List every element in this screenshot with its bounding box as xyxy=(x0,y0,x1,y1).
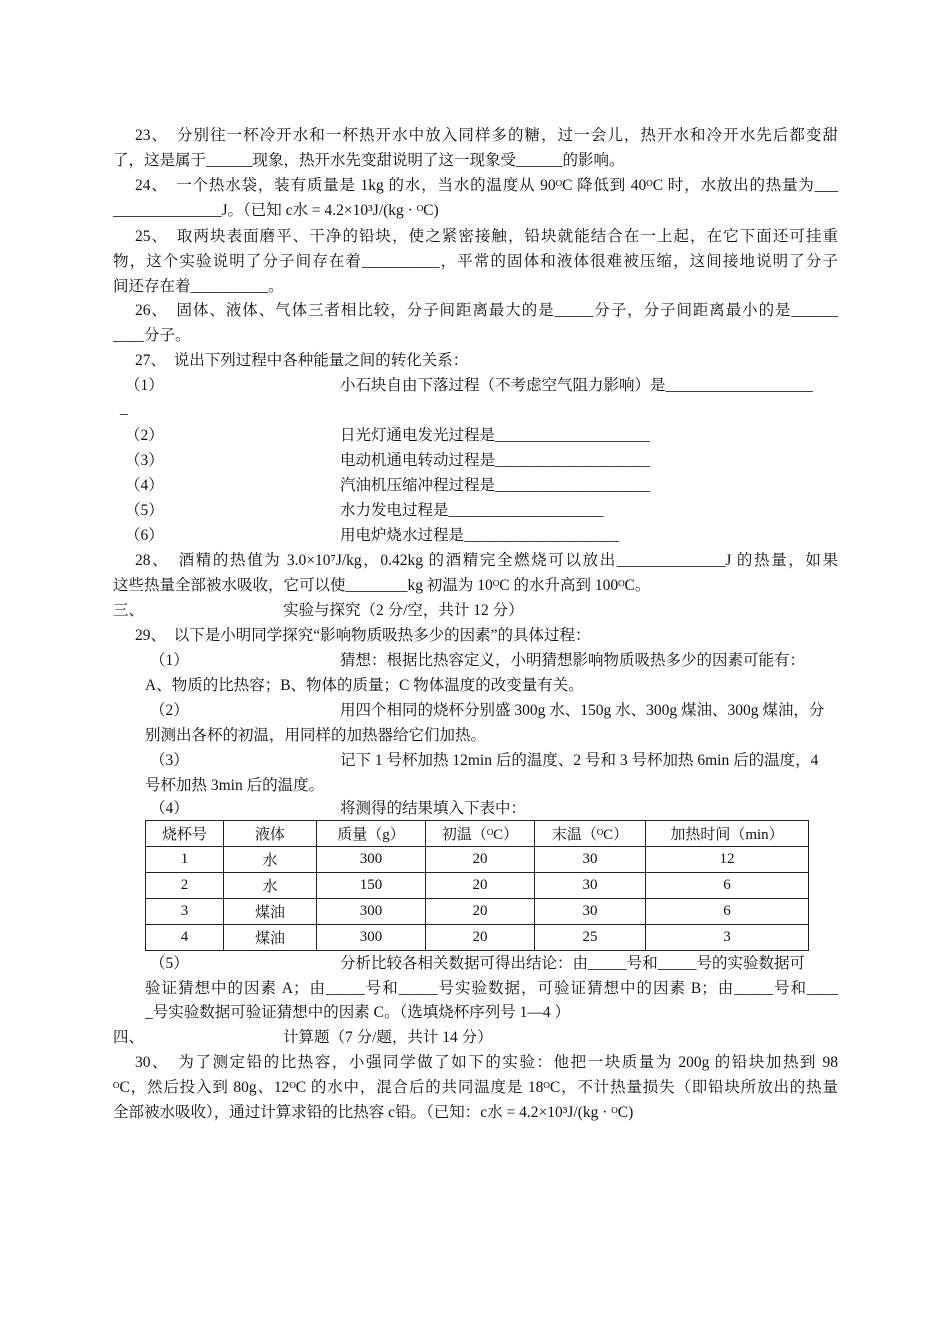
q27-item-text: 电动机通电转动过程是____________________ xyxy=(340,452,651,469)
q29-step-num: （2） xyxy=(150,702,189,719)
table-cell: 2 xyxy=(146,873,224,899)
q30-line: 30、 为了测定铅的比热容，小强同学做了如下的实验：他把一块质量为 200g 的铅块加热到 98 xyxy=(135,1054,838,1071)
q27-item-num: （6） xyxy=(125,527,164,544)
q23-line: 23、 分别往一杯冷开水和一杯热开水中放入同样多的糖，过一会儿，热开水和冷开水先后都变甜 xyxy=(135,127,838,144)
q29-step-num: （5） xyxy=(150,955,189,972)
table-cell: 300 xyxy=(317,925,426,951)
q29-step-cont: 别测出各杯的初温，用同样的加热器给它们加热。 xyxy=(145,727,487,744)
q29-step-text: 猜想：根据比热容定义，小明猜想影响物质吸热多少的因素可能有： xyxy=(340,652,806,669)
q26-line: ____分子。 xyxy=(113,327,191,344)
q30-line: 全部被水吸收），通过计算求铅的比热容 c铅。（已知：c水 = 4.2×10³J/(kg · ᴼC) xyxy=(113,1104,634,1121)
table-cell: 水 xyxy=(224,873,317,899)
q28-line: 这些热量全部被水吸收，它可以使________kg 初温为 10ᴼC 的水升高到 100ᴼC。 xyxy=(113,577,651,594)
q27-item-text: 汽油机压缩冲程过程是____________________ xyxy=(340,477,651,494)
q24-line: 24、 一个热水袋，装有质量是 1kg 的水，当水的温度从 90ᴼC 降低到 40ᴼC 时，水放出的热量为___ xyxy=(135,177,838,194)
q29-step-cont: _号实验数据可验证猜想中的因素 C。（选填烧杯序列号 1—4 ） xyxy=(145,1004,570,1021)
q27-item-text: 用电炉烧水过程是____________________ xyxy=(340,527,620,544)
q29-step-text: 记下 1 号杯加热 12min 后的温度、2 号和 3 号杯加热 6min 后的温度，4 xyxy=(340,752,819,769)
q30-line: ᴼC，然后投入到 80g、12ᴼC 的水中，混合后的共同温度是 18ᴼC，不计热量损失（即铅块所放出的热量 xyxy=(113,1079,838,1096)
q29-step-num: （3） xyxy=(150,752,189,769)
table-cell: 25 xyxy=(535,925,646,951)
q29-step-text: 将测得的结果填入下表中： xyxy=(340,800,527,817)
q29-step-text: 用四个相同的烧杯分别盛 300g 水、150g 水、300g 煤油、300g 煤油，分 xyxy=(340,702,825,719)
q26-line: 26、 固体、液体、气体三者相比较，分子间距离最大的是_____分子，分子间距离最小的是______ xyxy=(135,302,838,319)
table-cell: 20 xyxy=(426,925,535,951)
q28-line: 28、 酒精的热值为 3.0×10⁷J/kg，0.42kg 的酒精完全燃烧可以放出______________J 的热量，如果 xyxy=(135,552,838,569)
q27-item-num: （1） xyxy=(125,377,164,394)
q27-item-text: 水力发电过程是____________________ xyxy=(340,502,604,519)
q27-title: 27、 说出下列过程中各种能量之间的转化关系： xyxy=(135,352,469,369)
table-header: 质量（g） xyxy=(317,821,426,847)
table-header: 液体 xyxy=(224,821,317,847)
table-cell: 1 xyxy=(146,847,224,873)
table-cell: 12 xyxy=(646,847,809,873)
q27-item-text: 小石块自由下落过程（不考虑空气阻力影响）是___________________ xyxy=(340,377,813,394)
q29-step-num: （4） xyxy=(150,800,189,817)
table-cell: 水 xyxy=(224,847,317,873)
table-header-row xyxy=(146,821,809,847)
table-row xyxy=(146,899,809,925)
table-header: 烧杯号 xyxy=(146,821,224,847)
table-header: 末温（ᴼC） xyxy=(535,821,646,847)
q24-line: ______________J。（已知 c水 = 4.2×10³J/(kg · ᴼC) xyxy=(113,202,439,219)
q25-line: 物，这个实验说明了分子间存在着__________，平常的固体和液体很难被压缩，这间接地说明了分子 xyxy=(113,253,838,270)
table-cell: 30 xyxy=(535,899,646,925)
table-cell: 300 xyxy=(317,899,426,925)
table-cell: 3 xyxy=(646,925,809,951)
table-cell: 20 xyxy=(426,873,535,899)
table-header: 初温（ᴼC） xyxy=(426,821,535,847)
table-header: 加热时间（min） xyxy=(646,821,809,847)
table-row xyxy=(146,873,809,899)
q29-step-cont: 号杯加热 3min 后的温度。 xyxy=(145,777,325,794)
table-cell: 4 xyxy=(146,925,224,951)
q25-line: 25、 取两块表面磨平、干净的铅块，使之紧密接触，铅块就能结合在一上起，在它下面还可挂重 xyxy=(135,228,838,245)
section-4-title: 计算题（7 分/题，共计 14 分） xyxy=(283,1029,493,1046)
q29-step-cont: 验证猜想中的因素 A；由_____号和_____号实验数据，可验证猜想中的因素 B；由_____号和____ xyxy=(145,980,838,997)
table-cell: 30 xyxy=(535,873,646,899)
table-cell: 煤油 xyxy=(224,899,317,925)
table-cell: 3 xyxy=(146,899,224,925)
q27-item-num: （4） xyxy=(125,477,164,494)
q25-line: 间还存在着__________。 xyxy=(113,278,284,295)
q29-step-num: （1） xyxy=(150,652,189,669)
table-row xyxy=(146,847,809,873)
q29-step-cont: A、物质的比热容；B、物体的质量；C 物体温度的改变量有关。 xyxy=(145,677,584,694)
section-3-number: 三、 xyxy=(113,602,145,619)
table-cell: 20 xyxy=(426,847,535,873)
table-cell: 6 xyxy=(646,873,809,899)
section-4-number: 四、 xyxy=(113,1029,145,1046)
table-cell: 300 xyxy=(317,847,426,873)
table-cell: 150 xyxy=(317,873,426,899)
table-cell: 30 xyxy=(535,847,646,873)
table-cell: 20 xyxy=(426,899,535,925)
section-3-title: 实验与探究（2 分/空，共计 12 分） xyxy=(283,602,524,619)
results-table xyxy=(145,820,809,951)
q27-item-extra: _ xyxy=(120,400,128,417)
table-row xyxy=(146,925,809,951)
q29-step-text: 分析比较各相关数据可得出结论：由_____号和_____号的实验数据可 xyxy=(340,955,806,972)
q27-item-num: （5） xyxy=(125,502,164,519)
q27-item-num: （2） xyxy=(125,427,164,444)
q23-line: 了，这是属于______现象，热开水先变甜说明了这一现象受______的影响。 xyxy=(113,152,625,169)
q27-item-text: 日光灯通电发光过程是____________________ xyxy=(340,427,651,444)
table-cell: 煤油 xyxy=(224,925,317,951)
q29-title: 29、 以下是小明同学探究“影响物质吸热多少的因素”的具体过程： xyxy=(135,627,591,644)
q27-item-num: （3） xyxy=(125,452,164,469)
table-cell: 6 xyxy=(646,899,809,925)
